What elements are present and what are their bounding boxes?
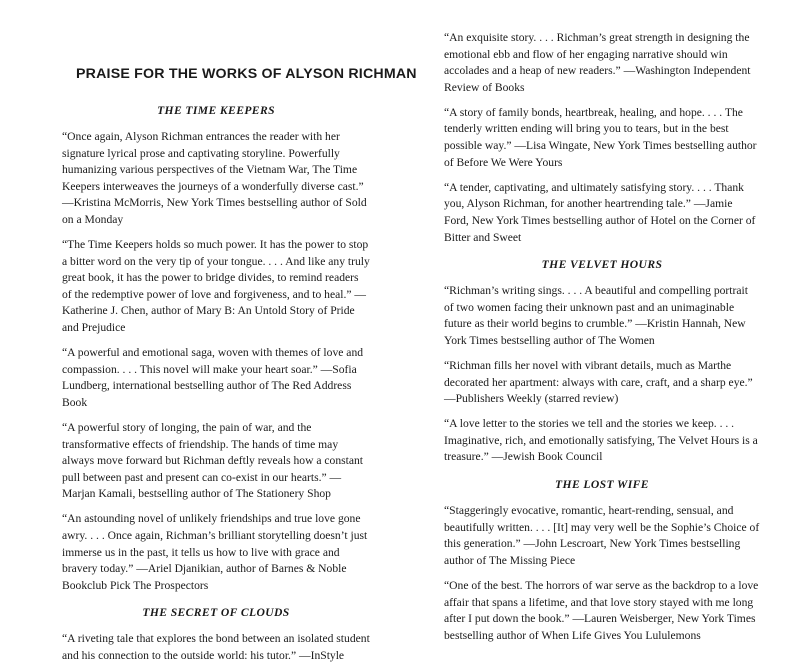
section-title-time-keepers: THE TIME KEEPERS [157, 104, 275, 117]
quote: “The Time Keepers holds so much power. It has the power to stop a bitter word on the very tip of your tongue. . . . And like any truly great book, it has the power to bridge divides, to remind readers of the redemptive power of love and forgiveness, and to heal.” —Katherine J. Chen, author of Mary B: An Untold Story of Pride and Prejudice [62, 238, 370, 335]
quote: “A powerful story of longing, the pain of war, and the transformative effects of friendship. The hands of time may always move forward but Richman deftly reveals how a constant pull between past and present can co-exist in our hearts.” —Marjan Kamali, bestselling author of The Stationery Shop [62, 421, 364, 501]
quote: “One of the best. The horrors of war serve as the backdrop to a love affair that spans a lifetime, and that love story stayed with me long after I put down the book.” —Lauren Weisberger, New York Times bestselling author of When Life Gives You Lululemons [444, 578, 759, 642]
quote: “Once again, Alyson Richman entrances the reader with her signature lyrical prose and captivating storyline. Powerfully humanizing various perspectives of the Vietnam War, The Time Keepers interweaves the journeys of a wonderfully diverse cast.” —Kristina McMorris, New York Times bestselling author of Sold on a Monday [62, 130, 367, 226]
page-heading: PRAISE FOR THE WORKS OF ALYSON RICHMAN [76, 66, 417, 82]
quote: “An exquisite story. . . . Richman’s great strength in designing the emotional ebb and flow of her engaging narrative should win accolades and a heap of new readers.” —Washington Independent Review of Books [444, 31, 751, 94]
quote: “A powerful and emotional saga, woven with themes of love and compassion. . . . This novel will make your heart soar.” —Sofia Lundberg, international bestselling author of The Red Address Book [62, 346, 364, 409]
quote: “An astounding novel of unlikely friendships and true love gone awry. . . . Once again, Richman’s brilliant storytelling doesn’t just immerse us in the past, it tells us how to live with grace and bravery today.” —Ariel Djanikian, author of Barnes & Noble Bookclub Pick The Prospectors [62, 512, 368, 592]
quote: “Richman fills her novel with vibrant details, much as Marthe decorated her apartment: always with care, craft, and a sharp eye.” —Publishers Weekly (starred review) [444, 359, 753, 406]
section-title-lost-wife: THE LOST WIFE [555, 478, 649, 492]
right-page [400, 0, 800, 642]
quote: “A tender, captivating, and ultimately satisfying story. . . . Thank you, Alyson Richman, for another heartrending tale.” —Jamie Ford, New York Times bestselling author of Hotel on the Corner of Bitter and Sweet [444, 180, 756, 244]
section-title-velvet-hours: THE VELVET HOURS [541, 258, 663, 272]
quote: “Staggeringly evocative, romantic, heart-rending, sensual, and beautifully written. . . . [It] may very well be the Sophie’s Choice of this generation.” —John Lescroart, New York Times bestselling author of The Missing Piece [444, 504, 760, 567]
quote: “A riveting tale that explores the bond between an isolated student and his connection to the outside world: his tutor.” —InStyle [62, 632, 370, 663]
quote: “A story of family bonds, heartbreak, healing, and hope. . . . The tenderly written ending will bring you to tears, but in the best possible way.” —Lisa Wingate, New York Times bestselling author of Before We Were Yours [444, 105, 757, 169]
quote: “A love letter to the stories we tell and the stories we keep. . . . Imaginative, rich, and emotionally satisfying, The Velvet Hours is a treasure.” —Jewish Book Council [444, 417, 758, 464]
quote: “Richman’s writing sings. . . . A beautiful and compelling portrait of two women facing their unknown past and an unimaginable future as their world begins to crumble.” —Kristin Hannah, New York Times bestselling author of The Women [444, 284, 748, 347]
section-title-secret-of-clouds: THE SECRET OF CLOUDS [142, 606, 290, 620]
